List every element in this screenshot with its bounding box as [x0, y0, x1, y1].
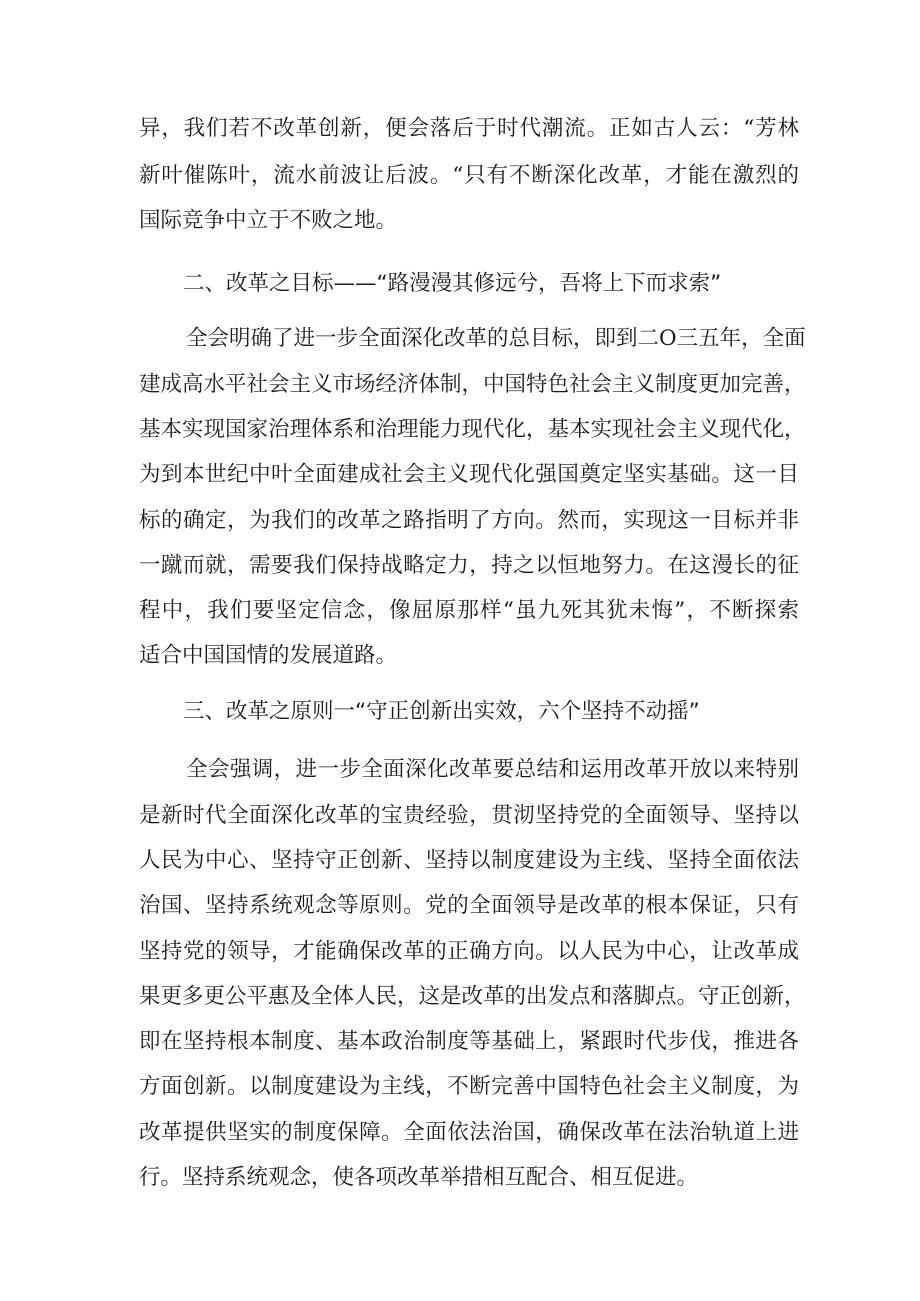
section-heading-2: 二、改革之目标——“路漫漫其修远兮，吾将上下而求索”: [183, 271, 722, 296]
section-heading-3: 三、改革之原则一“守正创新出实效，六个坚持不动摇”: [183, 699, 700, 724]
para1-line-2: 新叶催陈叶，流水前波让后波。“只有不断深化改革，才能在激烈的: [139, 163, 799, 188]
para3-line-5: 坚持党的领导，才能确保改革的正确方向。以人民为中心，让改革成: [139, 939, 799, 964]
para2-line-6: 一蹴而就，需要我们保持战略定力，持之以恒地努力。在这漫长的征: [139, 553, 799, 578]
para1-line-1: 异，我们若不改革创新，便会落后于时代潮流。正如古人云：“芳林: [139, 116, 799, 141]
para3-line-8: 方面创新。以制度建设为主线，不断完善中国特色社会主义制度，为: [139, 1074, 799, 1099]
para2-line-1: 全会明确了进一步全面深化改革的总目标，即到二O三五年，全面: [186, 326, 806, 351]
para3-line-7: 即在坚持根本制度、基本政治制度等基础上，紧跟时代步伐，推进各: [139, 1029, 799, 1054]
para2-line-3: 基本实现国家治理体系和治理能力现代化，基本实现社会主义现代化，: [139, 417, 806, 442]
para2-line-8: 适合中国国情的发展道路。: [139, 643, 398, 668]
para1-line-3: 国际竞争中立于不败之地。: [139, 208, 398, 233]
para3-line-4: 治国、坚持系统观念等原则。党的全面领导是改革的根本保证，只有: [139, 893, 799, 918]
para3-line-10: 行。坚持系统观念，使各项改革举措相互配合、相互促进。: [139, 1165, 699, 1190]
para2-line-5: 标的确定，为我们的改革之路指明了方向。然而，实现这一目标并非: [139, 508, 799, 533]
para3-line-3: 人民为中心、坚持守正创新、坚持以制度建设为主线、坚持全面依法: [139, 848, 799, 873]
para3-line-6: 果更多更公平惠及全体人民，这是改革的出发点和落脚点。守正创新，: [139, 984, 806, 1009]
para3-line-2: 是新时代全面深化改革的宝贵经验，贯沏坚持党的全面领导、坚持以: [139, 803, 799, 828]
para2-line-4: 为到本世纪中叶全面建成社会主义现代化强国奠定坚实基础。这一目: [139, 462, 799, 487]
para3-line-9: 改革提供坚实的制度保障。全面依法治国，确保改革在法治轨道上进: [139, 1120, 799, 1145]
para2-line-7: 程中，我们要坚定信念，像屈原那样“虽九死其犹未悔”，不断探索: [139, 598, 799, 623]
para2-line-2: 建成高水平社会主义市场经济体制，中国特色社会主义制度更加完善，: [139, 372, 806, 397]
para3-line-1: 全会强调，进一步全面深化改革要总结和运用改革开放以来特别: [186, 757, 799, 782]
